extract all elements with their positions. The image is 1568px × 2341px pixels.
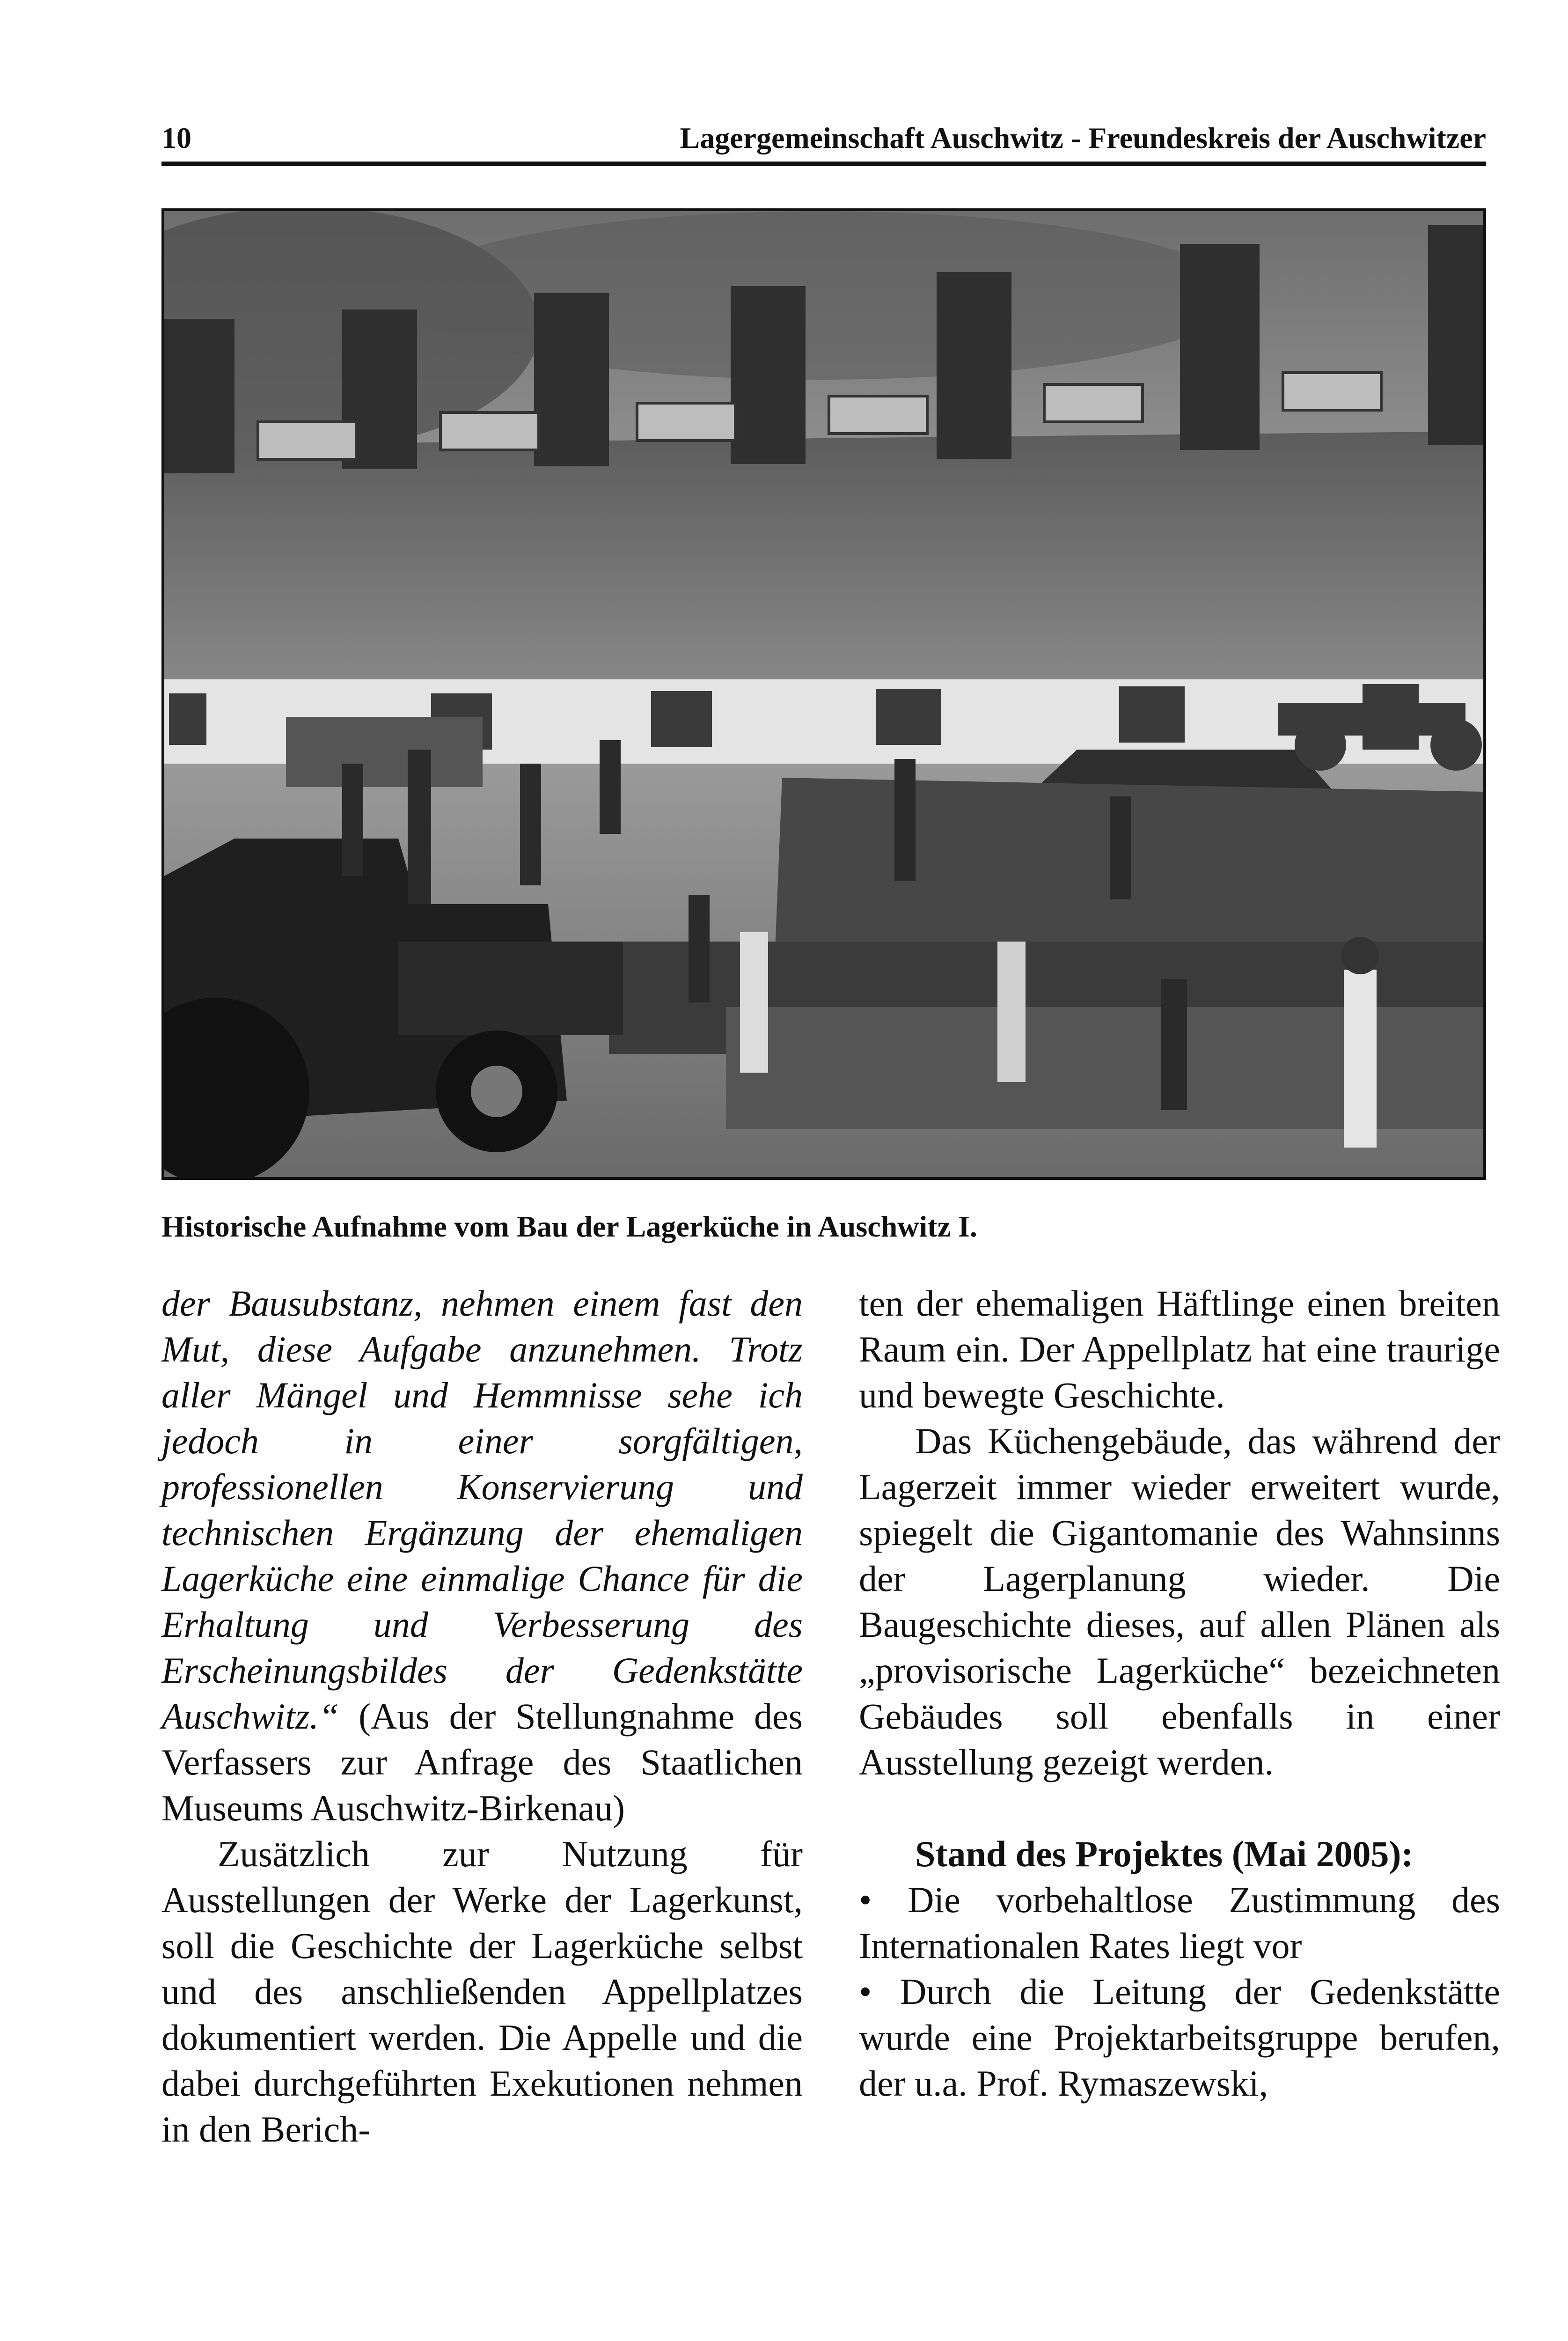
body-paragraph: Zusätzlich zur Nutzung für Ausstellungen der Werke der Lagerkunst, soll die Geschichte der Lagerküche selbst und des anschließenden Appellplatzes dokumentiert werden. Die Appelle und die dabei durchgeführten Exekutionen nehmen in den Berich- bbox=[161, 1833, 803, 2150]
body-paragraph: ten der ehemaligen Häftlinge einen breiten Raum ein. Der Appellplatz hat eine traurige und bewegte Geschichte. bbox=[859, 1283, 1500, 1415]
running-title: Lagergemeinschaft Auschwitz - Freundeskreis der Auschwitzer bbox=[680, 121, 1486, 155]
roof bbox=[164, 431, 1483, 707]
left-column bbox=[161, 1281, 803, 2152]
historical-photo bbox=[161, 208, 1486, 1180]
right-column bbox=[859, 1281, 1500, 2106]
quote-text: der Bausubstanz, nehmen einem fast den Mut, diese Aufgabe anzunehmen. Trotz aller Mängel und Hemmnisse sehe ich jedoch in einer sorgfältigen, professionellen Konservierung und technischen Ergänzung der ehemaligen Lagerküche eine einmalige Chance für die Erhaltung und Verbesserung des Erscheinungsbildes der Gedenkstätte Auschwitz.“ bbox=[161, 1283, 803, 1737]
header-rule bbox=[161, 162, 1486, 166]
page-number: 10 bbox=[161, 121, 191, 155]
quote-source: (Aus der Stellungnahme des Verfassers zur Anfrage des Staatlichen Museums Auschwitz-Birkenau) bbox=[161, 1696, 803, 1828]
photo-illustration bbox=[164, 211, 1483, 1177]
quote-paragraph bbox=[161, 1281, 803, 1831]
bullet-item: • Durch die Leitung der Gedenkstätte wurde eine Projektarbeitsgruppe berufen, der u.a. Prof. Rymaszewski, bbox=[859, 1969, 1500, 2106]
body-paragraph: Das Küchengebäude, das während der Lagerzeit immer wieder erweitert wurde, spiegelt die Gigantomanie des Wahnsinns der Lagerplanung wieder. Die Baugeschichte dieses, auf allen Plänen als „provisorische Lagerküche“ bezeichneten Gebäudes soll ebenfalls in einer Ausstellung gezeigt werden. bbox=[859, 1421, 1500, 1782]
figure-caption: Historische Aufnahme vom Bau der Lagerküche in Auschwitz I. bbox=[161, 1210, 977, 1243]
section-heading: Stand des Projektes (Mai 2005): bbox=[915, 1833, 1414, 1874]
smoke bbox=[398, 211, 1241, 380]
bullet-item: • Die vorbehaltlose Zustimmung des Internationalen Rates liegt vor bbox=[859, 1877, 1500, 1969]
page-header bbox=[161, 112, 1486, 164]
trailer bbox=[286, 717, 483, 787]
